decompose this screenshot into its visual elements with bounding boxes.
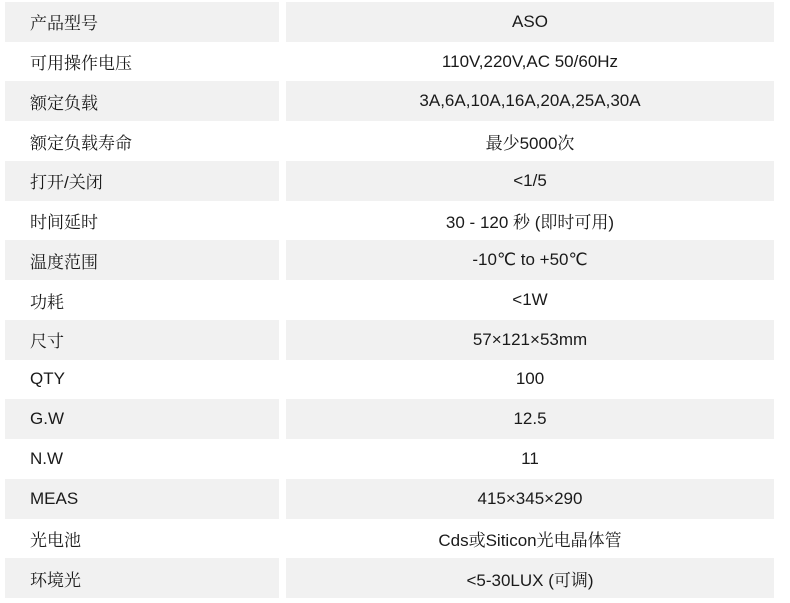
spec-label: N.W: [5, 439, 279, 479]
spec-row-net-weight: [5, 439, 774, 479]
spec-value: 57×121×53mm: [286, 320, 774, 360]
spec-row-ambient-light: [5, 558, 774, 598]
spec-value: <5-30LUX (可调): [286, 558, 774, 598]
spec-value: Cds或Siticon光电晶体管: [286, 519, 774, 559]
spec-row-time-delay: [5, 201, 774, 241]
spec-label: 光电池: [5, 519, 279, 559]
spec-label: 可用操作电压: [5, 42, 279, 82]
column-gap: [279, 439, 286, 479]
spec-label: 环境光: [5, 558, 279, 598]
column-gap: [279, 42, 286, 82]
column-gap: [279, 558, 286, 598]
column-gap: [279, 81, 286, 121]
spec-value: -10℃ to +50℃: [286, 240, 774, 280]
spec-value: 100: [286, 360, 774, 400]
spec-label: 尺寸: [5, 320, 279, 360]
spec-row-power-consumption: [5, 280, 774, 320]
column-gap: [279, 240, 286, 280]
spec-row-photocell: [5, 519, 774, 559]
spec-value: ASO: [286, 2, 774, 42]
spec-value: 415×345×290: [286, 479, 774, 519]
spec-value: <1W: [286, 280, 774, 320]
spec-row-product-model: [5, 2, 774, 42]
spec-row-gross-weight: [5, 399, 774, 439]
spec-label: G.W: [5, 399, 279, 439]
spec-value: 最少5000次: [286, 121, 774, 161]
spec-label: 打开/关闭: [5, 161, 279, 201]
spec-value: <1/5: [286, 161, 774, 201]
column-gap: [279, 519, 286, 559]
spec-row-operating-voltage: [5, 42, 774, 82]
column-gap: [279, 201, 286, 241]
column-gap: [279, 320, 286, 360]
spec-label: 额定负载寿命: [5, 121, 279, 161]
spec-row-rated-load: [5, 81, 774, 121]
spec-label: 时间延时: [5, 201, 279, 241]
spec-row-on-off: [5, 161, 774, 201]
column-gap: [279, 2, 286, 42]
spec-value: 12.5: [286, 399, 774, 439]
spec-label: MEAS: [5, 479, 279, 519]
column-gap: [279, 280, 286, 320]
spec-label: 功耗: [5, 280, 279, 320]
spec-row-rated-load-life: [5, 121, 774, 161]
spec-label: QTY: [5, 360, 279, 400]
spec-label: 温度范围: [5, 240, 279, 280]
column-gap: [279, 479, 286, 519]
spec-value: 11: [286, 439, 774, 479]
spec-label: 额定负载: [5, 81, 279, 121]
column-gap: [279, 121, 286, 161]
column-gap: [279, 161, 286, 201]
spec-value: 3A,6A,10A,16A,20A,25A,30A: [286, 81, 774, 121]
spec-value: 110V,220V,AC 50/60Hz: [286, 42, 774, 82]
spec-row-dimensions: [5, 320, 774, 360]
spec-row-temperature-range: [5, 240, 774, 280]
column-gap: [279, 399, 286, 439]
spec-label: 产品型号: [5, 2, 279, 42]
spec-table: [5, 2, 774, 598]
spec-value: 30 - 120 秒 (即时可用): [286, 201, 774, 241]
spec-row-meas: [5, 479, 774, 519]
column-gap: [279, 360, 286, 400]
spec-row-qty: [5, 360, 774, 400]
